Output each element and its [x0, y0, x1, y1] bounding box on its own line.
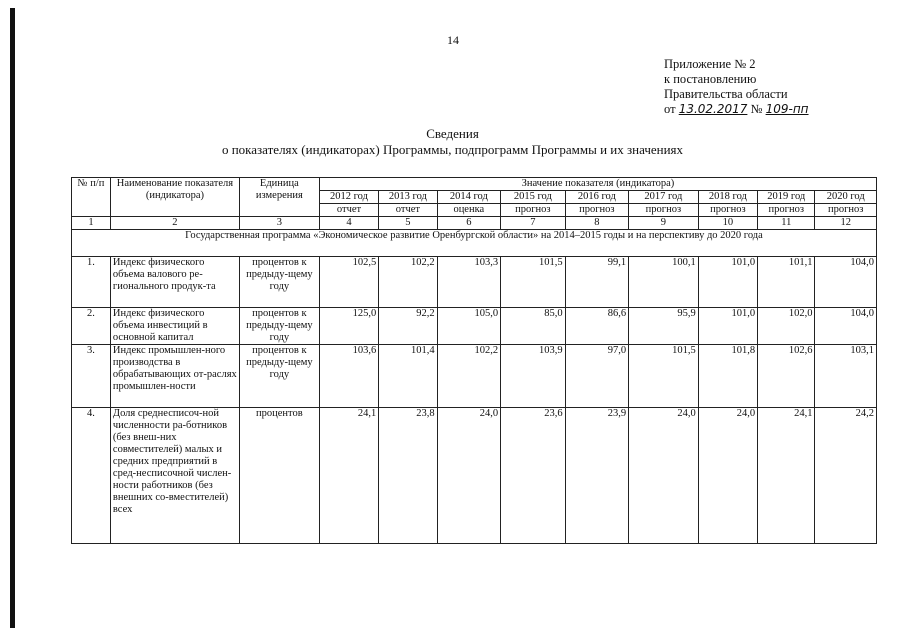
program-title-row: Государственная программа «Экономическое развитие Оренбургской области» на 2014–2015 годы и на перспективу до 2020 года — [72, 230, 877, 257]
row-name: Доля среднесписоч-ной численности ра-ботников (без внеш-них совместителей) малых и средних предприятий в сред-несписочной числен-ности работников (без внешних со-вместителей) всех — [110, 408, 239, 544]
row-value: 86,6 — [565, 308, 628, 345]
header-type: прогноз — [565, 204, 628, 217]
document-subtitle: о показателях (индикаторах) Программы, подпрограмм Программы и их значениях — [221, 142, 684, 157]
header-type: прогноз — [698, 204, 757, 217]
appendix-block — [664, 57, 809, 117]
row-value: 101,5 — [629, 345, 699, 408]
row-value: 101,8 — [698, 345, 757, 408]
page-edge-bar — [10, 8, 15, 628]
row-unit: процентов — [239, 408, 319, 544]
row-value: 103,6 — [319, 345, 378, 408]
header-year: 2019 год — [758, 191, 815, 204]
appendix-line-2: к постановлению — [664, 72, 757, 86]
row-num: 3. — [72, 345, 111, 408]
row-num: 4. — [72, 408, 111, 544]
row-unit: процентов к предыду-щему году — [239, 308, 319, 345]
column-number: 7 — [501, 217, 566, 230]
row-value: 102,5 — [319, 257, 378, 308]
column-number: 4 — [319, 217, 378, 230]
header-type: отчет — [319, 204, 378, 217]
row-value: 100,1 — [629, 257, 699, 308]
row-num: 1. — [72, 257, 111, 308]
handwritten-number: 109-пп — [765, 102, 809, 116]
row-value: 23,9 — [565, 408, 628, 544]
row-name: Индекс промышлен-ного производства в обрабатывающих от-раслях промышлен-ности — [110, 345, 239, 408]
row-value: 24,1 — [319, 408, 378, 544]
row-value: 24,2 — [815, 408, 877, 544]
row-unit: процентов к предыду-щему году — [239, 257, 319, 308]
header-year: 2015 год — [501, 191, 566, 204]
header-year: 2018 год — [698, 191, 757, 204]
header-year: 2014 год — [437, 191, 500, 204]
header-type: прогноз — [758, 204, 815, 217]
row-value: 101,4 — [379, 345, 437, 408]
column-number: 11 — [758, 217, 815, 230]
column-number: 1 — [72, 217, 111, 230]
row-value: 101,1 — [758, 257, 815, 308]
appendix-line-4 — [664, 102, 809, 117]
row-value: 102,2 — [379, 257, 437, 308]
row-value: 24,0 — [698, 408, 757, 544]
row-value: 103,9 — [501, 345, 566, 408]
row-value: 23,8 — [379, 408, 437, 544]
row-value: 101,5 — [501, 257, 566, 308]
table-row — [72, 308, 877, 345]
column-number-row — [72, 217, 877, 230]
row-name: Индекс физического объема инвестиций в основной капитал — [110, 308, 239, 345]
row-value: 24,0 — [629, 408, 699, 544]
row-value: 102,6 — [758, 345, 815, 408]
row-value: 23,6 — [501, 408, 566, 544]
row-value: 95,9 — [629, 308, 699, 345]
appendix-line-3: Правительства области — [664, 87, 788, 101]
column-number: 8 — [565, 217, 628, 230]
header-year: 2012 год — [319, 191, 378, 204]
header-num: № п/п — [72, 178, 111, 217]
column-number: 3 — [239, 217, 319, 230]
column-number: 5 — [379, 217, 437, 230]
row-value: 24,1 — [758, 408, 815, 544]
page-number: 14 — [447, 33, 459, 47]
column-number: 6 — [437, 217, 500, 230]
column-number: 10 — [698, 217, 757, 230]
row-value: 101,0 — [698, 257, 757, 308]
row-value: 92,2 — [379, 308, 437, 345]
handwritten-date: 13.02.2017 — [678, 102, 748, 116]
from-prefix: от — [664, 102, 676, 116]
row-value: 103,3 — [437, 257, 500, 308]
row-unit: процентов к предыду-щему году — [239, 345, 319, 408]
table-row — [72, 345, 877, 408]
header-year: 2013 год — [379, 191, 437, 204]
header-type: прогноз — [501, 204, 566, 217]
row-value: 105,0 — [437, 308, 500, 345]
header-year: 2017 год — [629, 191, 699, 204]
header-year: 2020 год — [815, 191, 877, 204]
header-type: прогноз — [629, 204, 699, 217]
row-value: 104,0 — [815, 308, 877, 345]
row-value: 102,0 — [758, 308, 815, 345]
header-year: 2016 год — [565, 191, 628, 204]
number-prefix: № — [750, 102, 763, 116]
column-number: 12 — [815, 217, 877, 230]
header-value: Значение показателя (индикатора) — [319, 178, 876, 191]
row-value: 125,0 — [319, 308, 378, 345]
row-value: 103,1 — [815, 345, 877, 408]
column-number: 9 — [629, 217, 699, 230]
row-value: 101,0 — [698, 308, 757, 345]
table-row — [72, 408, 877, 544]
header-type: прогноз — [815, 204, 877, 217]
row-num: 2. — [72, 308, 111, 345]
appendix-line-1: Приложение № 2 — [664, 57, 756, 71]
row-name: Индекс физического объема валового ре-гионального продук-та — [110, 257, 239, 308]
row-value: 104,0 — [815, 257, 877, 308]
document-title: Сведения — [426, 126, 479, 141]
header-unit: Единица измерения — [239, 178, 319, 217]
row-value: 24,0 — [437, 408, 500, 544]
row-value: 99,1 — [565, 257, 628, 308]
row-value: 102,2 — [437, 345, 500, 408]
header-type: оценка — [437, 204, 500, 217]
indicators-table — [71, 177, 877, 544]
row-value: 85,0 — [501, 308, 566, 345]
row-value: 97,0 — [565, 345, 628, 408]
column-number: 2 — [110, 217, 239, 230]
table-row — [72, 257, 877, 308]
header-name: Наименование показателя (индикатора) — [110, 178, 239, 217]
header-type: отчет — [379, 204, 437, 217]
